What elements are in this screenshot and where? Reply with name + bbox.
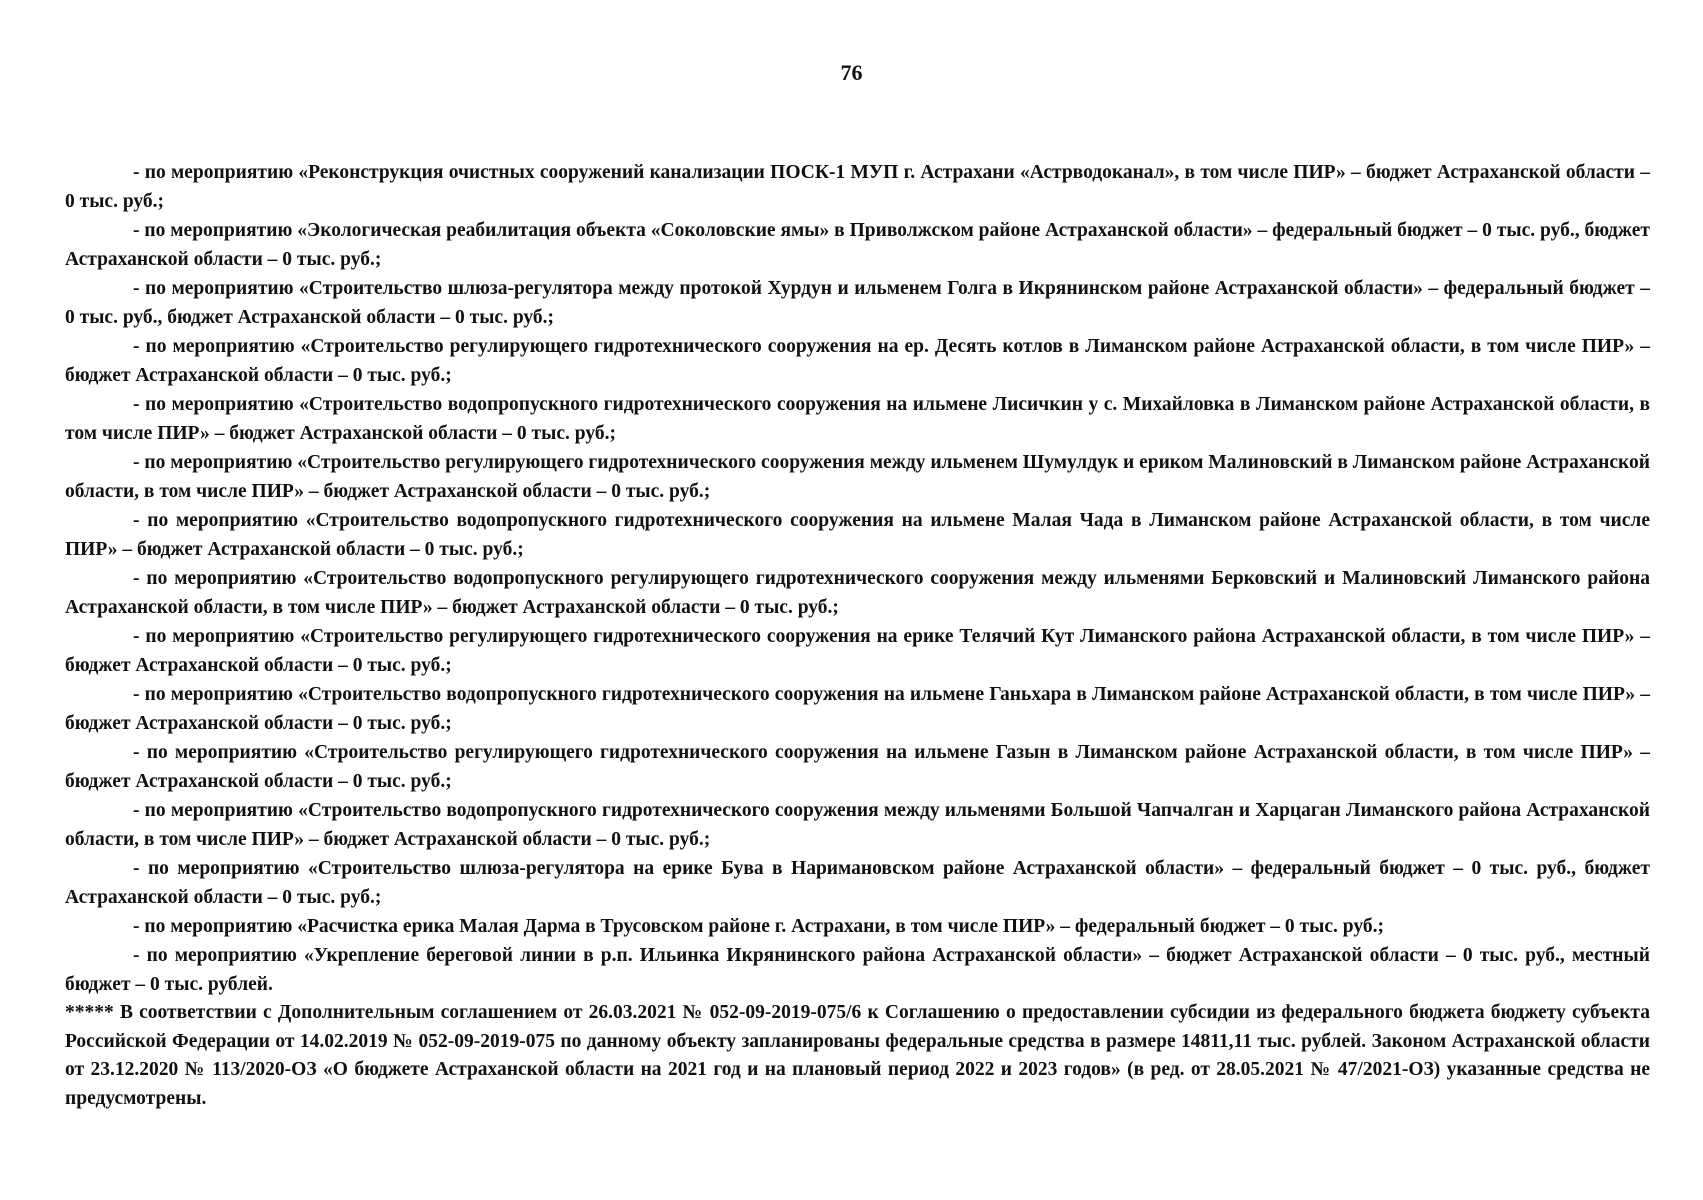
list-item: - по мероприятию «Строительство регулирующего гидротехнического сооружения между ильменем Шумулдук и ериком Малиновский в Лиманском районе Астраханской области, в том числе ПИР» – бюджет Астраханской области – 0 тыс. руб.; [65,452,1650,502]
list-item: - по мероприятию «Строительство регулирующего гидротехнического сооружения на ерике Телячий Кут Лиманского района Астраханской области, в том числе ПИР» – бюджет Астраханской области – 0 тыс. руб.; [65,626,1650,676]
list-item: - по мероприятию «Строительство шлюза-регулятора на ерике Бува в Наримановском районе Астраханской области» – федеральный бюджет – 0 тыс. руб., бюджет Астраханской области – 0 тыс. руб.; [65,858,1650,908]
footnote: ***** В соответствии с Дополнительным соглашением от 26.03.2021 № 052-09-2019-075/6 к Соглашению о предоставлении субсидии из федерального бюджета бюджету субъекта Российской Федерации от 14.02.2019 № 052-09-2019-075 по данному объекту запланированы федеральные средства в размере 14811,11 тыс. рублей. Законом Астраханской области от 23.12.2020 № 113/2020-ОЗ «О бюджете Астраханской области на 2021 год и на плановый период 2022 и 2023 годов» (в ред. от 28.05.2021 № 47/2021-ОЗ) указанные средства не предусмотрены. [65,1002,1650,1109]
list-item: - по мероприятию «Реконструкция очистных сооружений канализации ПОСК-1 МУП г. Астрахани «Астрводоканал», в том числе ПИР» – бюджет Астраханской области – 0 тыс. руб.; [65,162,1650,212]
list-item: - по мероприятию «Строительство водопропускного гидротехнического сооружения на ильмене Малая Чада в Лиманском районе Астраханской области, в том числе ПИР» – бюджет Астраханской области – 0 тыс. руб.; [65,510,1650,560]
list-item: - по мероприятию «Строительство регулирующего гидротехнического сооружения на ер. Десять котлов в Лиманском районе Астраханской области, в том числе ПИР» – бюджет Астраханской области – 0 тыс. руб.; [65,336,1650,386]
document-body [65,158,1650,1113]
list-item: - по мероприятию «Укрепление береговой линии в р.п. Ильинка Икрянинского района Астраханской области» – бюджет Астраханской области – 0 тыс. руб., местный бюджет – 0 тыс. рублей. [65,945,1650,995]
list-item: - по мероприятию «Расчистка ерика Малая Дарма в Трусовском районе г. Астрахани, в том числе ПИР» – федеральный бюджет – 0 тыс. руб.; [133,916,1384,937]
page-number: 76 [840,60,863,85]
list-item: - по мероприятию «Строительство водопропускного гидротехнического сооружения на ильмене Ганьхара в Лиманском районе Астраханской области, в том числе ПИР» – бюджет Астраханской области – 0 тыс. руб.; [65,684,1650,734]
list-item: - по мероприятию «Строительство шлюза-регулятора между протокой Хурдун и ильменем Голга в Икрянинском районе Астраханской области» – федеральный бюджет – 0 тыс. руб., бюджет Астраханской области – 0 тыс. руб.; [65,278,1650,328]
list-item: - по мероприятию «Строительство регулирующего гидротехнического сооружения на ильмене Газын в Лиманском районе Астраханской области, в том числе ПИР» – бюджет Астраханской области – 0 тыс. руб.; [65,742,1650,792]
list-item: - по мероприятию «Строительство водопропускного гидротехнического сооружения на ильмене Лисичкин у с. Михайловка в Лиманском районе Астраханской области, в том числе ПИР» – бюджет Астраханской области – 0 тыс. руб.; [65,394,1650,444]
list-item: - по мероприятию «Строительство водопропускного гидротехнического сооружения между ильменями Большой Чапчалган и Харцаган Лиманского района Астраханской области, в том числе ПИР» – бюджет Астраханской области – 0 тыс. руб.; [65,800,1650,850]
list-item: - по мероприятию «Экологическая реабилитация объекта «Соколовские ямы» в Приволжском районе Астраханской области» – федеральный бюджет – 0 тыс. руб., бюджет Астраханской области – 0 тыс. руб.; [65,220,1650,270]
list-item: - по мероприятию «Строительство водопропускного регулирующего гидротехнического сооружения между ильменями Берковский и Малиновский Лиманского района Астраханской области, в том числе ПИР» – бюджет Астраханской области – 0 тыс. руб.; [65,568,1650,618]
